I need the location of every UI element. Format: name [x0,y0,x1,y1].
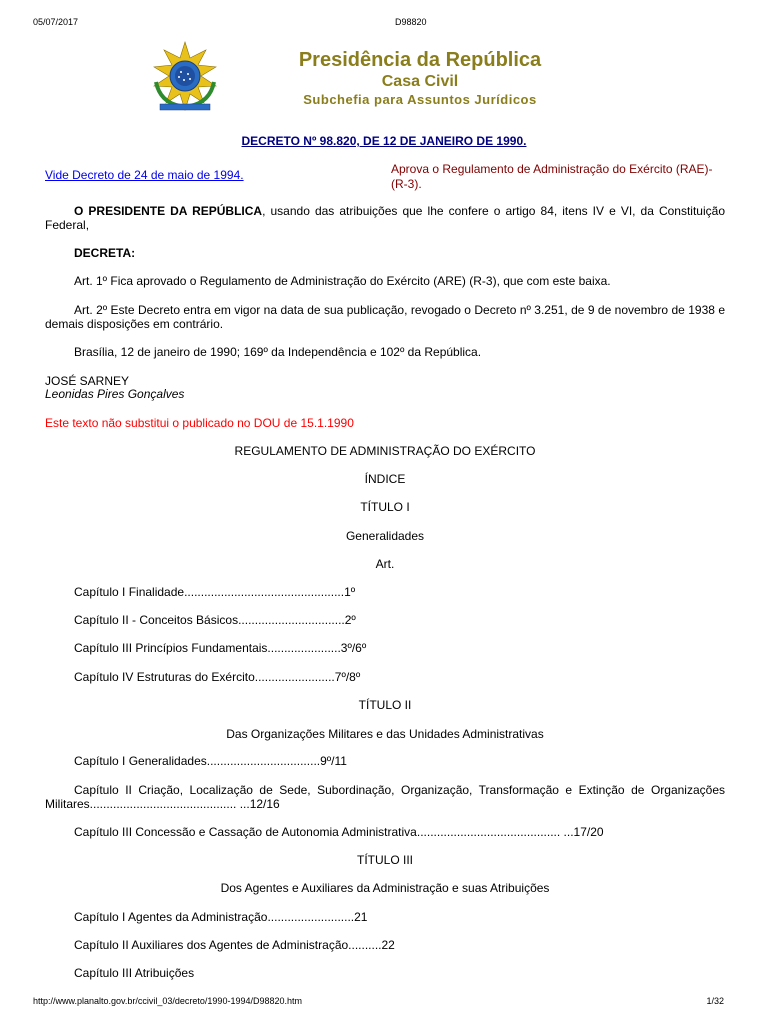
toc-t3-cap1: Capítulo I Agentes da Administração..........................21 [74,910,368,924]
print-date: 05/07/2017 [33,17,79,27]
toc-t3-cap2: Capítulo II Auxiliares dos Agentes de Administração..........22 [74,938,395,952]
art-label: Art. [375,557,395,571]
toc-t1-cap2: Capítulo II - Conceitos Básicos................................2º [74,613,356,627]
masthead [250,47,590,109]
toc-t1-cap4: Capítulo IV Estruturas do Exército........................7º/8º [74,670,361,684]
titulo-2-name: Das Organizações Militares e das Unidades Administrativas [226,727,544,741]
preamble-rest: , usando das atribuições que lhe confere o artigo 84, itens IV e VI, da Constituição Federal, [45,204,725,232]
preamble-bold: O PRESIDENTE DA REPÚBLICA [74,204,263,218]
signatory-president: JOSÉ SARNEY [45,374,130,388]
decreta-label: DECRETA: [74,246,136,260]
print-header [33,17,724,31]
index-heading: ÍNDICE [364,472,406,486]
toc-t2-cap3: Capítulo III Concessão e Cassação de Autonomia Administrativa........................................... ...17/20 [74,825,604,839]
place-date: Brasília, 12 de janeiro de 1990; 169º da Independência e 102º da República. [74,345,482,359]
dou-notice: Este texto não substitui o publicado no DOU de 15.1.1990 [45,416,354,430]
page-number: 1/32 [706,996,724,1006]
decree-title-block [0,134,768,148]
titulo-3-heading: TÍTULO III [356,853,413,867]
signatory-minister: Leonidas Pires Gonçalves [45,387,185,401]
masthead-unit: Subchefia para Assuntos Jurídicos [303,92,537,107]
article-2: Art. 2º Este Decreto entra em vigor na data de sua publicação, revogado o Decreto nº 3.251, de 9 de novembro de 1938 e demais disposições em contrário. [45,303,725,331]
titulo-1-heading: TÍTULO I [360,500,410,514]
coat-of-arms-icon [146,40,224,114]
toc-t1-cap1: Capítulo I Finalidade................................................1º [74,585,356,599]
preamble [45,204,725,232]
print-doc-id: D98820 [395,17,427,27]
toc-t1-cap3: Capítulo III Princípios Fundamentais......................3º/6º [74,641,367,655]
print-footer [33,996,724,1010]
titulo-2-heading: TÍTULO II [358,698,412,712]
regulation-title: REGULAMENTO DE ADMINISTRAÇÃO DO EXÉRCITO [234,444,536,458]
vide-decree-link[interactable]: Vide Decreto de 24 de maio de 1994. [45,168,244,182]
decree-title[interactable]: DECRETO Nº 98.820, DE 12 DE JANEIRO DE 1990. [241,134,527,148]
masthead-title: Presidência da República [298,49,542,71]
titulo-3-name: Dos Agentes e Auxiliares da Administração e suas Atribuições [220,881,550,895]
toc-t3-cap3: Capítulo III Atribuições [74,966,195,980]
titulo-1-name: Generalidades [345,529,425,543]
print-url: http://www.planalto.gov.br/ccivil_03/decreto/1990-1994/D98820.htm [33,996,302,1006]
decree-ementa: Aprova o Regulamento de Administração do Exército (RAE)-(R-3). [391,162,713,191]
toc-t2-cap1: Capítulo I Generalidades..................................9º/11 [74,754,347,768]
article-1: Art. 1º Fica aprovado o Regulamento de Administração do Exército (ARE) (R-3), que com este baixa. [74,274,611,288]
toc-t2-cap2: Capítulo II Criação, Localização de Sede, Subordinação, Organização, Transformação e Extinção de Organizações Militares............................................ ...12/16 [45,783,725,811]
masthead-subtitle: Casa Civil [381,73,459,90]
